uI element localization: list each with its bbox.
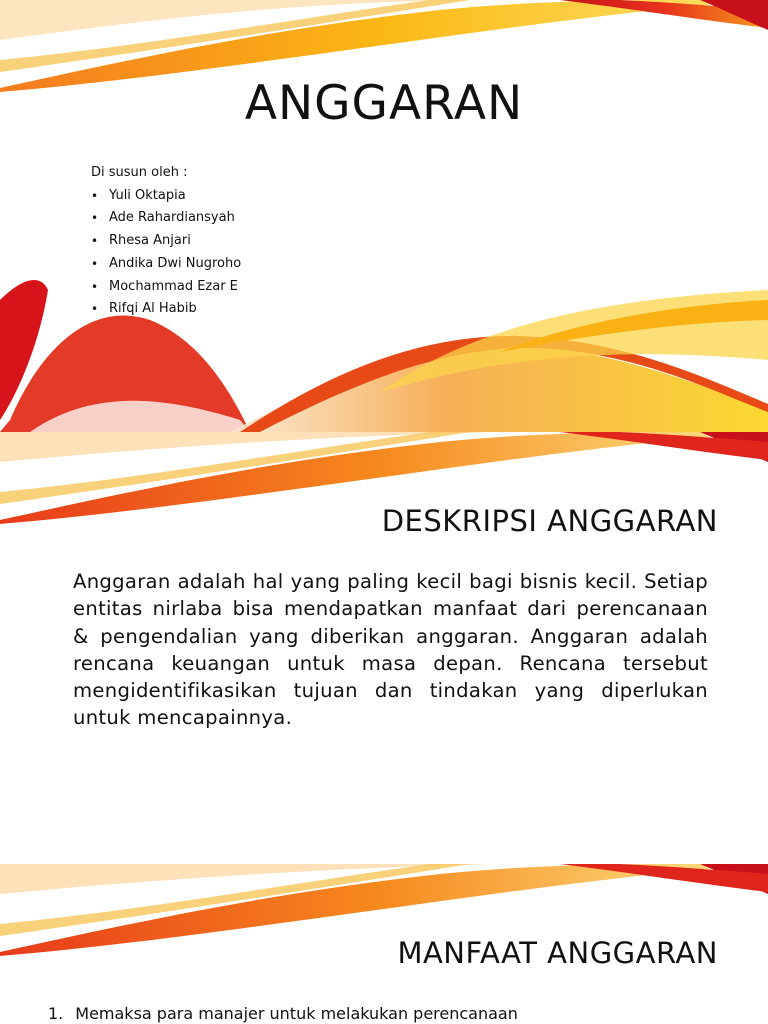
author-item: • Ade Rahardiansyah [91, 207, 241, 230]
slide-benefits [0, 864, 768, 1024]
author-item: • Yuli Oktapia [91, 185, 241, 208]
benefits-list [48, 1004, 518, 1023]
description-paragraph: Anggaran adalah hal yang paling kecil bagi bisnis kecil. Setiap entitas nirlaba bisa mendapatkan manfaat dari perencanaan & pengendalian yang diberikan anggaran. Anggaran adalah rencana keuangan untuk masa depan. Rencana tersebut mengidentifikasikan tujuan dan tindakan yang diperlukan untuk mencapainnya. [73, 570, 708, 730]
list-item [48, 1004, 518, 1023]
slide-title-page [0, 0, 768, 432]
slide-description [0, 432, 768, 864]
list-item-number: 1. [48, 1004, 64, 1023]
slide-title: MANFAAT ANGGARAN [397, 936, 718, 970]
author-item: • Rifqi Al Habib [91, 298, 241, 321]
slide-title: ANGGARAN [244, 76, 524, 131]
list-item-text: Memaksa para manajer untuk melakukan perencanaan [75, 1004, 518, 1023]
author-item: • Mochammad Ezar E [91, 276, 241, 299]
authors-list [91, 185, 241, 321]
slide-title: DESKRIPSI ANGGARAN [381, 504, 718, 538]
author-item: • Rhesa Anjari [91, 230, 241, 253]
authors-label: Di susun oleh : [91, 165, 188, 180]
author-item: • Andika Dwi Nugroho [91, 253, 241, 276]
authors-block [91, 162, 241, 321]
